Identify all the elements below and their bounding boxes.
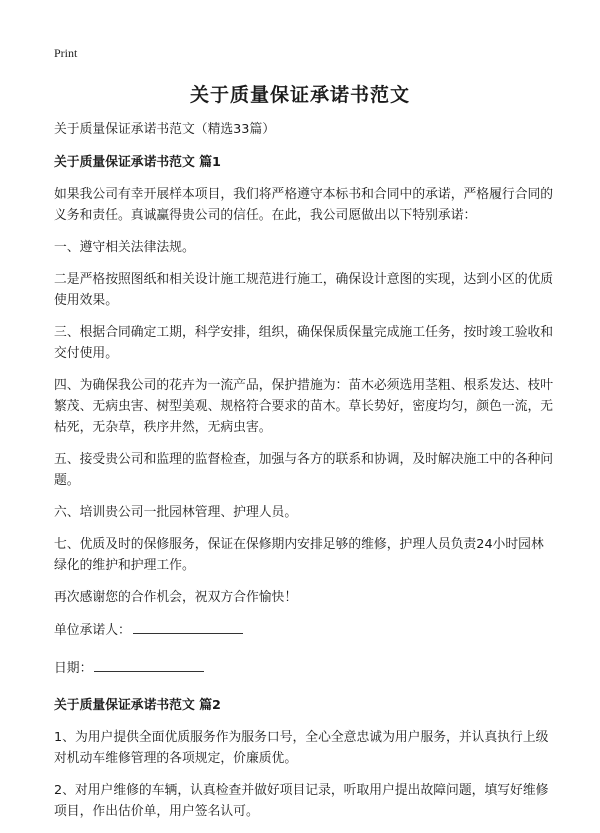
paragraph: 2、对用户维修的车辆，认真检查并做好项目记录，听取用户提出故障问题，填写好维修项目，作出估价单，用户签名认可。 (54, 783, 549, 819)
signer-row (54, 619, 554, 641)
paragraph: 三、根据合同确定工期，科学安排，组织，确保保质保量完成施工任务，按时竣工验收和交付使用。 (54, 325, 554, 361)
section-heading-2: 关于质量保证承诺书范文 篇2 (54, 698, 221, 713)
page-title: 关于质量保证承诺书范文 (189, 84, 410, 106)
print-link[interactable]: Print (54, 46, 78, 60)
signer-blank-line (133, 619, 243, 634)
paragraph: 二是严格按照图纸和相关设计施工规范进行施工，确保设计意图的实现，达到小区的优质使用效果。 (54, 272, 554, 308)
paragraph: 五、接受贵公司和监理的监督检查，加强与各方的联系和协调，及时解决施工中的各种问题。 (54, 452, 554, 488)
date-blank-line (94, 657, 204, 672)
paragraph: 一、遵守相关法律法规。 (54, 240, 195, 255)
section-heading-1: 关于质量保证承诺书范文 篇1 (54, 155, 221, 170)
paragraph: 四、为确保我公司的花卉为一流产品，保护措施为：苗木必须选用茎粗、根系发达、枝叶繁茂、无病虫害、树型美观、规格符合要求的苗木。草长势好，密度均匀，颜色一流，无枯死，无杂草，秩序井然，无病虫害。 (54, 378, 554, 435)
document-subtitle: 关于质量保证承诺书范文（精选33篇） (54, 122, 276, 137)
paragraph: 六、培训贵公司一批园林管理、护理人员。 (54, 505, 298, 520)
date-label: 日期： (54, 661, 93, 676)
document-body (54, 119, 554, 833)
paragraph: 1、为用户提供全面优质服务作为服务口号，全心全意忠诚为用户服务，并认真执行上级对机动车维修管理的各项规定，价廉质优。 (54, 730, 549, 766)
paragraph: 再次感谢您的合作机会，祝双方合作愉快！ (54, 590, 298, 605)
date-row (54, 657, 554, 679)
paragraph: 如果我公司有幸开展样本项目，我们将严格遵守本标书和合同中的承诺，严格履行合同的义务和责任。真诚赢得贵公司的信任。在此，我公司愿做出以下特别承诺： (54, 187, 554, 223)
paragraph: 七、优质及时的保修服务，保证在保修期内安排足够的维修，护理人员负责24小时园林绿化的维护和护理工作。 (54, 537, 544, 573)
signer-label: 单位承诺人： (54, 623, 131, 638)
